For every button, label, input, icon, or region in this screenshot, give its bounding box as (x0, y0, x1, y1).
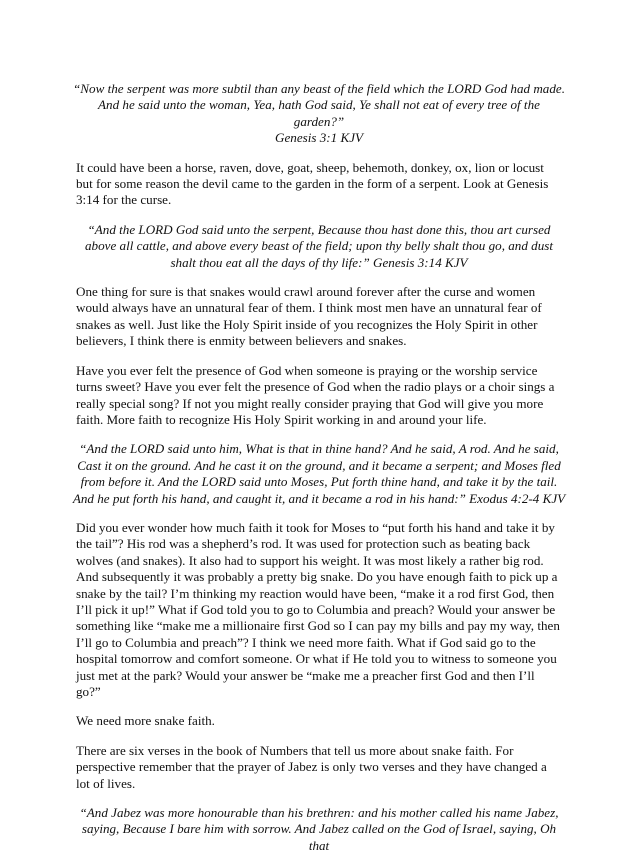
paragraph-presence-of-god: Have you ever felt the presence of God when someone is praying or the worship service turns sweet? Have you ever felt the presence of God when the radio plays or a choir sings a really special song? If not you might really consider praying that God will give you more faith. More faith to recognize His Holy Spirit working in and around your life. (76, 362, 555, 427)
scripture-quote-genesis-3-14: “And the LORD God said unto the serpent, Because thou hast done this, thou art cursed above all cattle, and above every beast of the field; upon thy belly shalt thou go, and dust shalt thou eat all the days of thy life:” Genesis 3:14 KJV (85, 221, 553, 270)
quote-text: “Now the serpent was more subtil than any beast of the field which the LORD God had made. And he said unto the woman, Yea, hath God said, Ye shall not eat of every tree of the garden?” (73, 81, 565, 129)
paragraph-moses-faith: Did you ever wonder how much faith it took for Moses to “put forth his hand and take it by the tail”? His rod was a shepherd’s rod. It was used for protection such as beating back wolves (and snakes). It also had to support his weight. It was most likely a rather big rod. And subsequently it was probably a pretty big snake. Do you have enough faith to pick up a snake by the tail? I’m thinking my reaction would have been, “make it a rod first God, then I’ll pick it up!” What if God told you to go to Columbia and preach? Would your answer be something like “make me a millionaire first God so I can pay my bills and pay my way, then I’ll go to Columbia and preach”? I think we need more faith. What if God said go to the hospital tomorrow and comfort someone. Or what if He told you to witness to someone you just met at the park? Would your answer be “make me a preacher first God and then I’ll go?” (76, 519, 560, 699)
scripture-quote-exodus-4: “And the LORD said unto him, What is that in thine hand? And he said, A rod. And he said, Cast it on the ground. And he cast it on the ground, and it became a serpent; and Moses fled from before it. And the LORD said unto Moses, Put forth thine hand, and take it by the tail. And he put forth his hand, and caught it, and it became a rod in his hand:” Exodus 4:2-4 KJV (72, 441, 566, 506)
scripture-quote-genesis-3-1 (72, 81, 566, 147)
quote-reference: Genesis 3:1 KJV (275, 130, 363, 146)
paragraph-numbers: There are six verses in the book of Numbers that tell us more about snake faith. For perspective remember that the prayer of Jabez is only two verses and they have changed a lot of lives. (76, 742, 547, 791)
paragraph-serpent-form: It could have been a horse, raven, dove, goat, sheep, behemoth, donkey, ox, lion or locust but for some reason the devil came to the garden in the form of a serpent. Look at Genesis 3:14 for the curse. (76, 159, 549, 208)
scripture-quote-jabez: “And Jabez was more honourable than his brethren: and his mother called his name Jabez, saying, Because I bare him with sorrow. And Jabez called on the God of Israel, saying, Oh that (79, 805, 559, 853)
document-page (72, 81, 566, 867)
paragraph-enmity: One thing for sure is that snakes would crawl around forever after the curse and women would always have an unnatural fear of them. I think most men have an unnatural fear of snakes as well. Just like the Holy Spirit inside of you recognizes the Holy Spirit in other believers, I think there is enmity between believers and snakes. (76, 284, 542, 349)
paragraph-snake-faith: We need more snake faith. (76, 713, 215, 729)
